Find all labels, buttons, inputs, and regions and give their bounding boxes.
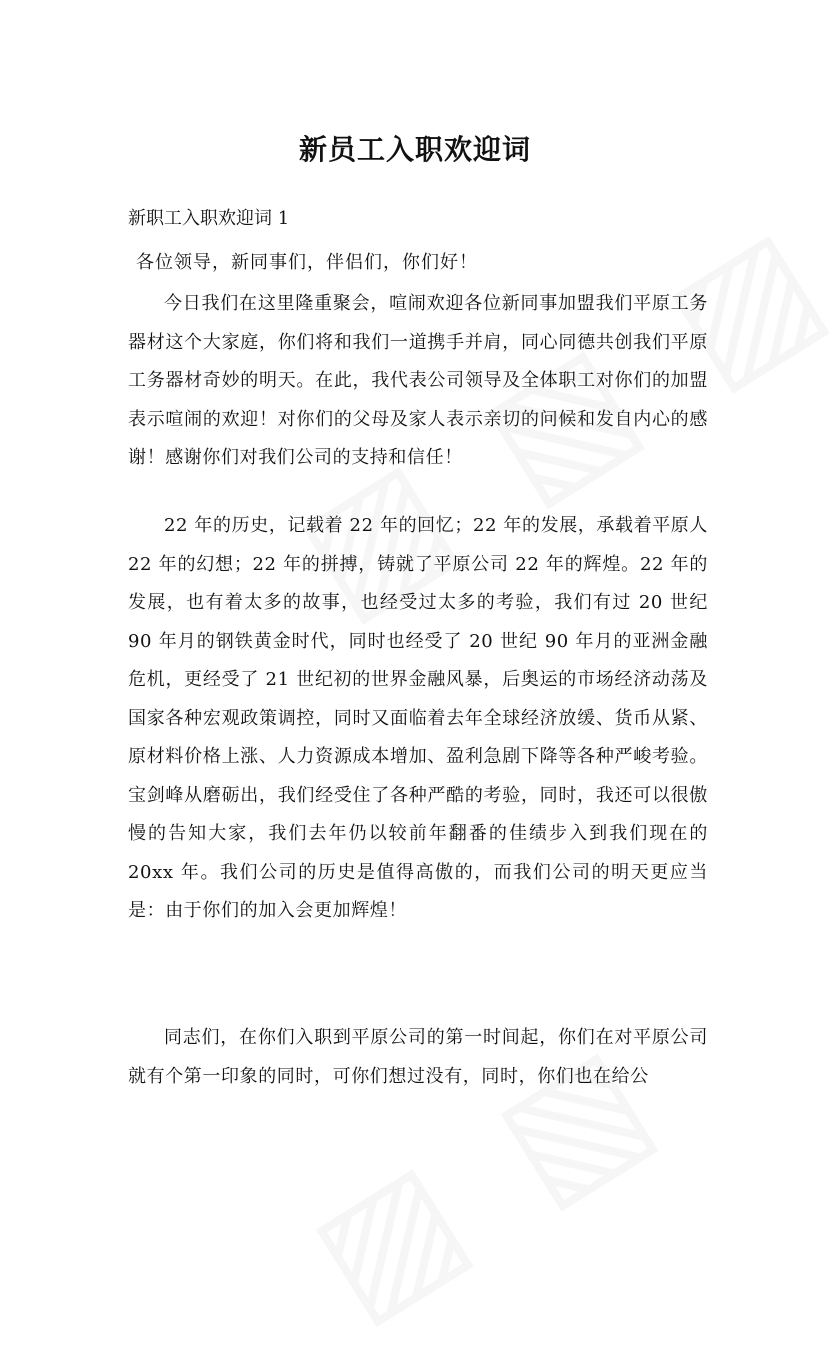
document-title: 新员工入职欢迎词	[298, 133, 531, 166]
greeting-line: 各位领导，新同事们，伴侣们，你们好！	[136, 252, 478, 273]
body-paragraph: 22 年的历史，记载着 22 年的回忆；22 年的发展，承载着平原人 22 年的幻想；22 年的拼搏，铸就了平原公司 22 年的辉煌。22 年的发展，也有着太多的故事，也经受过太多的考验，我们有过 20 世纪 90 年月的钢铁黄金时代，同时也经受了 20 世纪 90 年月的亚洲金融危机，更经受了 21 世纪初的世界金融风暴，后奥运的市场经济动荡及国家各种宏观政策调控，同时又面临着去年全球经济放缓、货币从紧、原材料价格上涨、人力资源成本增加、盈利急剧下降等各种严峻考验。宝剑峰从磨砺出，我们经受住了各种严酷的考验，同时，我还可以很傲慢的告知大家，我们去年仍以较前年翻番的佳绩步入到我们现在的 20xx 年。我们公司的历史是值得高傲的，而我们公司的明天更应当是：由于你们的加入会更加辉煌！	[128, 515, 708, 921]
body-paragraph: 今日我们在这里隆重聚会，喧闹欢迎各位新同事加盟我们平原工务器材这个大家庭，你们将和我们一道携手并肩，同心同德共创我们平原工务器材奇妙的明天。在此，我代表公司领导及全体职工对你们的加盟表示喧闹的欢迎！对你们的父母及家人表示亲切的问候和发自内心的感谢！感谢你们对我们公司的支持和信任！	[128, 293, 708, 468]
section-subtitle: 新职工入职欢迎词 1	[128, 208, 290, 229]
body-paragraph: 同志们，在你们入职到平原公司的第一时间起，你们在对平原公司就有个第一印象的同时，可你们想过没有，同时，你们也在给公	[128, 1027, 708, 1087]
